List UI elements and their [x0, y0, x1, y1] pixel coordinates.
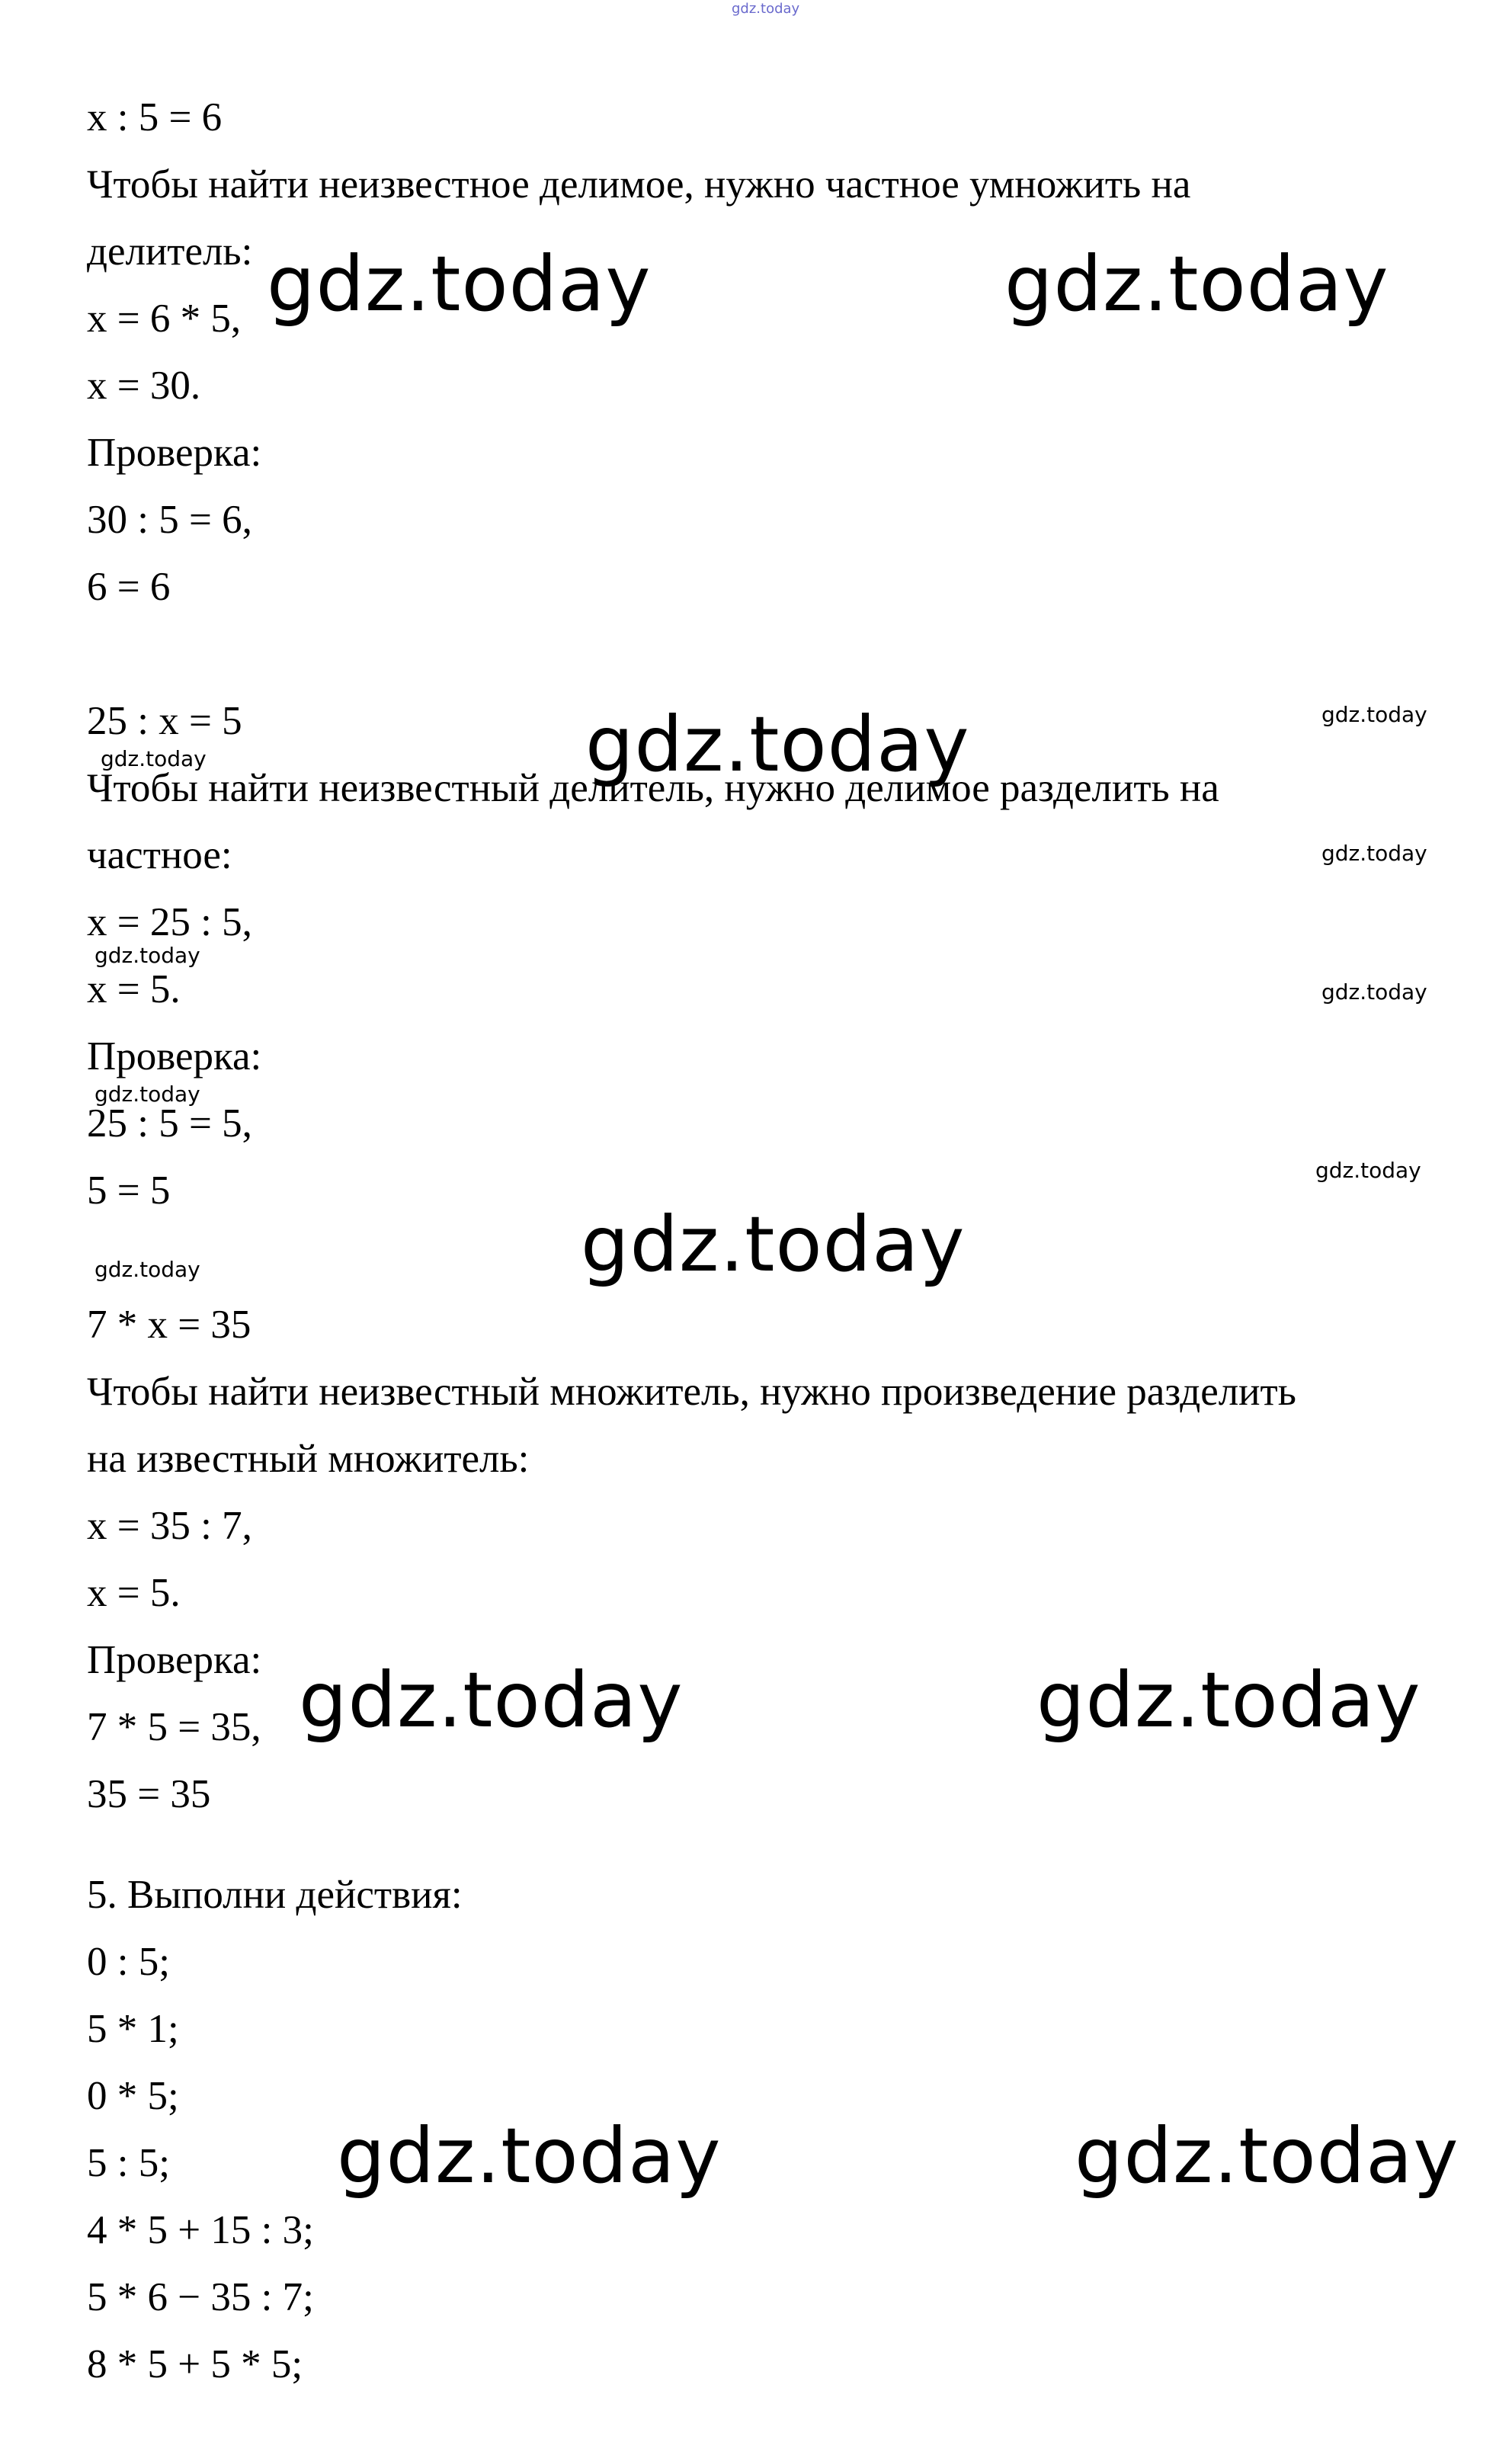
rule-text: частное: [87, 833, 232, 877]
expression-line: 4 * 5 + 15 : 3; [87, 2208, 314, 2252]
equation-line: x : 5 = 6 [87, 95, 223, 139]
watermark-small: gdz.today [94, 1082, 200, 1107]
expression-line: 0 : 5; [87, 1940, 170, 1984]
equation-line: x = 5. [87, 967, 181, 1011]
equation-line: x = 6 * 5, [87, 296, 242, 341]
watermark-large: gdz.today [299, 1655, 684, 1745]
watermark-large: gdz.today [585, 700, 970, 789]
watermark-small: gdz.today [1315, 1158, 1421, 1183]
task-heading: 5. Выполни действия: [87, 1873, 463, 1917]
watermark-small: gdz.today [94, 943, 200, 968]
equation-line: 25 : 5 = 5, [87, 1101, 252, 1146]
check-label: Проверка: [87, 431, 262, 475]
expression-line: 0 * 5; [87, 2074, 179, 2118]
check-label: Проверка: [87, 1034, 262, 1078]
watermark-large: gdz.today [337, 2111, 722, 2200]
equation-line: 6 = 6 [87, 565, 171, 609]
expression-line: 5 : 5; [87, 2141, 170, 2185]
top-watermark: gdz.today [732, 1, 800, 17]
equation-line: x = 30. [87, 364, 201, 408]
equation-line: x = 5. [87, 1571, 181, 1615]
watermark-large: gdz.today [581, 1200, 966, 1289]
watermark-small: gdz.today [1321, 979, 1427, 1005]
watermark-large: gdz.today [1075, 2111, 1459, 2200]
rule-text: Чтобы найти неизвестный делитель, нужно делимое разделить на [87, 766, 1219, 810]
rule-text: на известный множитель: [87, 1437, 530, 1481]
watermark-large: gdz.today [1036, 1655, 1421, 1745]
watermark-large: gdz.today [1004, 239, 1389, 329]
check-label: Проверка: [87, 1638, 262, 1682]
rule-text: Чтобы найти неизвестное делимое, нужно частное умножить на [87, 162, 1191, 207]
watermark-large: gdz.today [267, 239, 652, 329]
equation-line: 7 * x = 35 [87, 1303, 251, 1347]
equation-line: 35 = 35 [87, 1772, 211, 1816]
expression-line: 5 * 6 − 35 : 7; [87, 2275, 314, 2319]
watermark-small: gdz.today [101, 746, 207, 771]
equation-line: 7 * 5 = 35, [87, 1705, 261, 1749]
expression-line: 8 * 5 + 5 * 5; [87, 2342, 303, 2386]
equation-line: x = 35 : 7, [87, 1504, 252, 1548]
equation-line: 30 : 5 = 6, [87, 498, 252, 542]
rule-text: Чтобы найти неизвестный множитель, нужно произведение разделить [87, 1370, 1296, 1414]
rule-text: делитель: [87, 229, 253, 274]
equation-line: 5 = 5 [87, 1168, 171, 1213]
watermark-small: gdz.today [1321, 702, 1427, 727]
expression-line: 5 * 1; [87, 2007, 179, 2051]
watermark-small: gdz.today [1321, 841, 1427, 866]
equation-line: 25 : x = 5 [87, 699, 242, 743]
equation-line: x = 25 : 5, [87, 900, 252, 944]
watermark-small: gdz.today [94, 1257, 200, 1282]
